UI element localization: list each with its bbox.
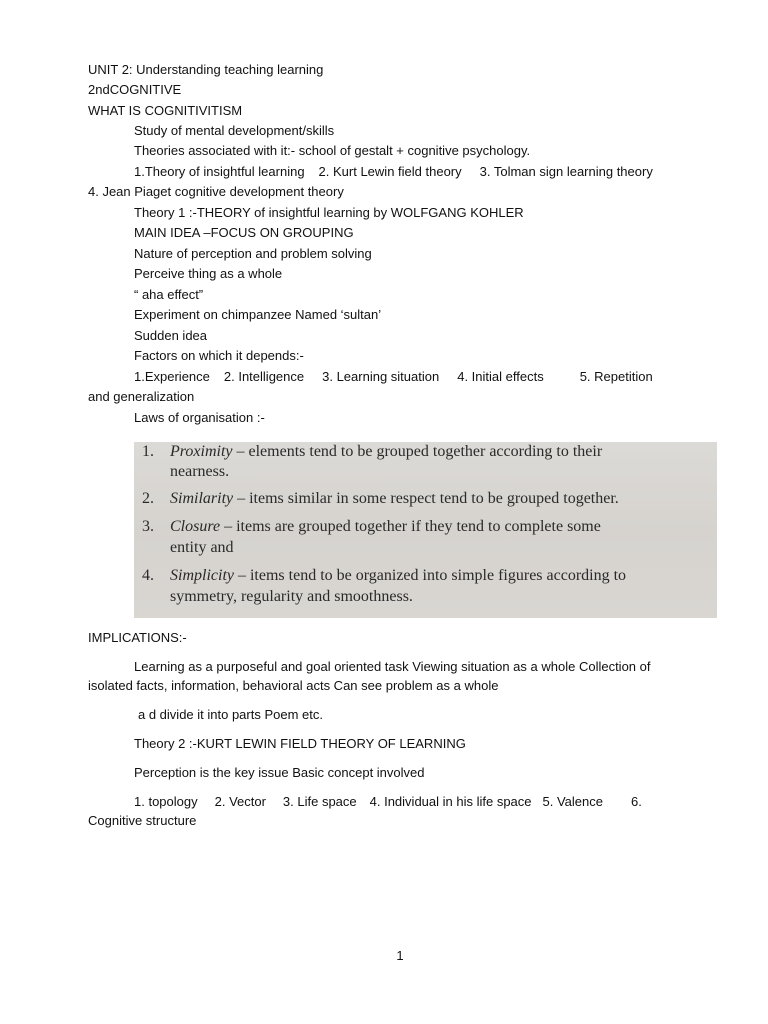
list-item: 5. Repetition [579,369,653,384]
theory-list-line [134,164,653,180]
unit-heading: UNIT 2: Understanding teaching learning [88,62,324,77]
list-item: 1.Theory of insightful learning [134,164,305,179]
text-line: and generalization [88,389,195,404]
law-item: 4. Simplicity – items tend to be organized into simple figures according to [142,567,627,584]
theory-heading: Theory 2 :-KURT LEWIN FIELD THEORY OF LEARNING [134,736,466,751]
list-item: 4. Individual in his life space [369,794,532,809]
page-number: 1 [396,948,404,963]
list-item: 2. Vector [214,794,266,809]
question-heading: WHAT IS COGNITIVITISM [88,103,243,118]
list-item: 6. [630,794,642,809]
law-item-continuation: symmetry, regularity and smoothness. [170,588,413,605]
text-line: isolated facts, information, behavioral acts Can see problem as a whole [88,678,499,693]
text-line: Perceive thing as a whole [134,266,283,281]
law-item: 3. Closure – items are grouped together if they tend to complete some [142,518,601,535]
text-line: Laws of organisation :- [134,410,265,425]
list-item: 1. topology [134,794,198,809]
list-item: 3. Tolman sign learning theory [479,164,653,179]
list-item: 2. Kurt Lewin field theory [318,164,462,179]
text-line: 4. Jean Piaget cognitive development theory [88,184,344,199]
text-line: Factors on which it depends:- [134,348,304,363]
text-line: Theories associated with it:- school of gestalt + cognitive psychology. [134,143,531,158]
text-line: Perception is the key issue Basic concept involved [134,765,425,780]
text-line: Experiment on chimpanzee Named ‘sultan’ [134,307,382,322]
list-item: 4. Initial effects [457,369,544,384]
text-line: Cognitive structure [88,813,197,828]
text-line: “ aha effect” [134,287,204,302]
factor-list-line [134,369,653,385]
section-heading: 2ndCOGNITIVE [88,82,182,97]
text-line: a d divide it into parts Poem etc. [138,707,323,722]
list-item: 2. Intelligence [223,369,305,384]
list-item: 5. Valence [542,794,603,809]
text-line: Study of mental development/skills [134,123,335,138]
law-item-continuation: entity and [170,539,234,556]
laws-of-organisation-scan [134,442,717,618]
list-item: 3. Life space [282,794,357,809]
law-item: 1. Proximity – elements tend to be grouped together according to their [142,443,603,460]
text-line: Nature of perception and problem solving [134,246,372,261]
theory-heading: Theory 1 :-THEORY of insightful learning by WOLFGANG KOHLER [134,205,524,220]
list-item: 3. Learning situation [322,369,440,384]
text-line: MAIN IDEA –FOCUS ON GROUPING [134,225,354,240]
list-item: 1.Experience [134,369,210,384]
law-item: 2. Similarity – items similar in some respect tend to be grouped together. [142,490,619,507]
text-line: Learning as a purposeful and goal oriented task Viewing situation as a whole Collection of [134,659,651,674]
implications-heading: IMPLICATIONS:- [88,630,187,645]
text-line: Sudden idea [134,328,208,343]
concept-list-line [134,794,642,810]
law-item-continuation: nearness. [170,463,230,480]
